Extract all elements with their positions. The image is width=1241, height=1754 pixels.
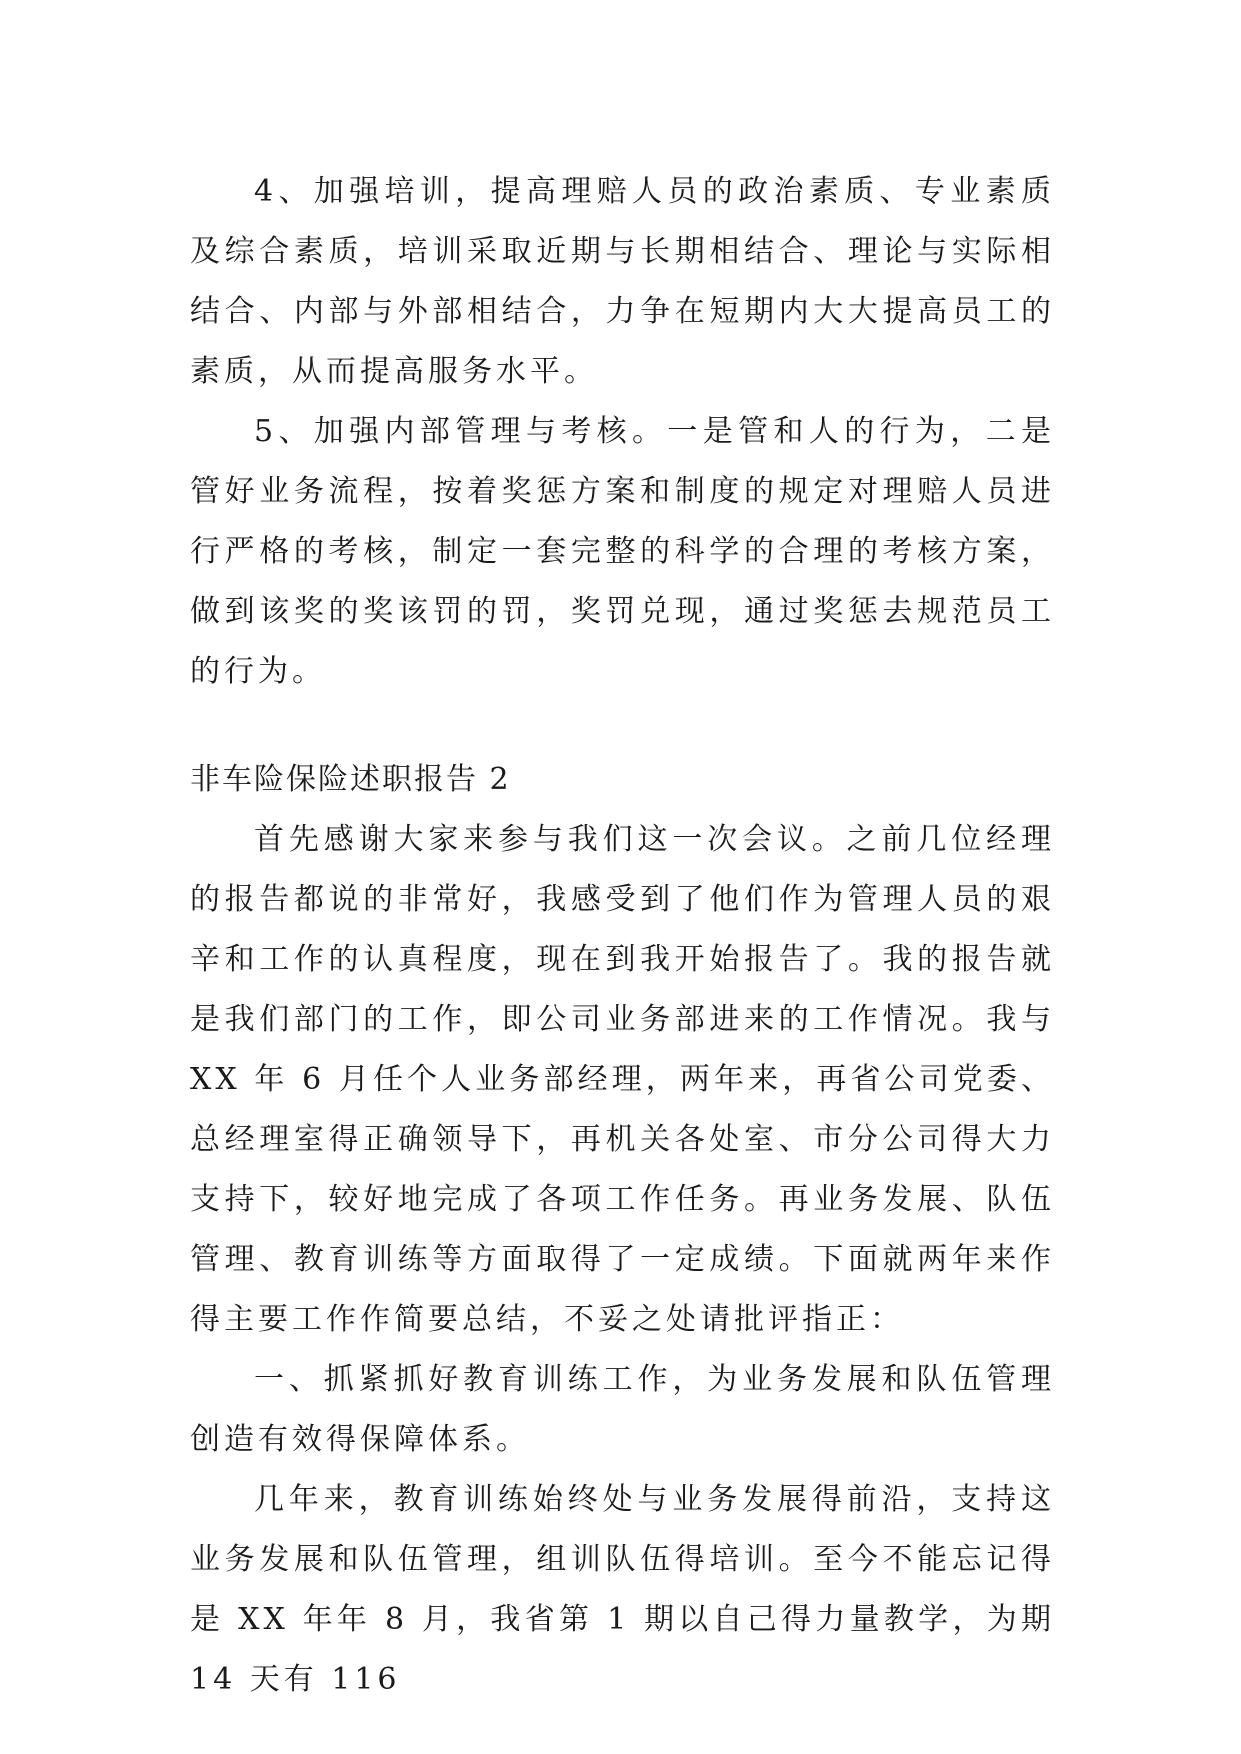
paragraph-education-training: 几年来，教育训练始终处与业务发展得前沿，支持这业务发展和队伍管理，组训队伍得培训。至今不能忘记得是 XX 年年 8 月，我省第 1 期以自己得力量教学，为期 14 天有 116 <box>190 1482 1055 1697</box>
paragraph-introduction: 首先感谢大家来参与我们这一次会议。之前几位经理的报告都说的非常好，我感受到了他们作为管理人员的艰辛和工作的认真程度，现在到我开始报告了。我的报告就是我们部门的工作，即公司业务部进来的工作情况。我与 XX 年 6 月任个人业务部经理，两年来，再省公司党委、总经理室得正确领导下，再机关各处室、市分公司得大力支持下，较好地完成了各项工作任务。再业务发展、队伍管理、教育训练等方面取得了一定成绩。下面就两年来作得主要工作作简要总结，不妥之处请批评指正： <box>190 822 1055 1337</box>
paragraph-point-one: 一、抓紧抓好教育训练工作，为业务发展和队伍管理创造有效得保障体系。 <box>190 1362 1055 1457</box>
document-body <box>190 162 1055 1710</box>
section-heading: 非车险保险述职报告 2 <box>190 762 511 797</box>
paragraph-training: 4、加强培训，提高理赔人员的政治素质、专业素质及综合素质，培训采取近期与长期相结合、理论与实际相结合、内部与外部相结合，力争在短期内大大提高员工的素质，从而提高服务水平。 <box>190 174 1055 389</box>
paragraph-internal-management: 5、加强内部管理与考核。一是管和人的行为，二是管好业务流程，按着奖惩方案和制度的规定对理赔人员进行严格的考核，制定一套完整的科学的合理的考核方案，做到该奖的奖该罚的罚，奖罚兑现，通过奖惩去规范员工的行为。 <box>190 414 1055 689</box>
